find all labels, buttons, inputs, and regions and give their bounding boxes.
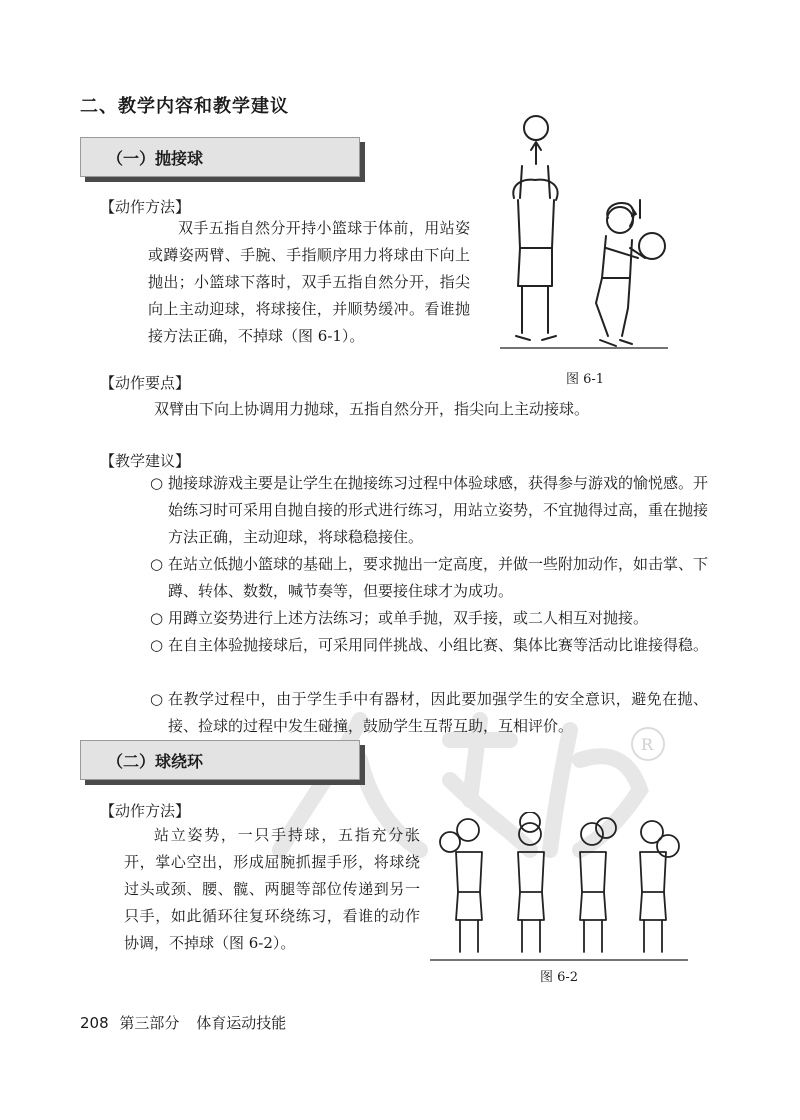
figure-6-1-caption: 图 6-1	[566, 372, 605, 387]
subsection-title: （一）抛接球	[107, 148, 204, 168]
bullet-marker: ○	[150, 690, 164, 708]
page-number: 208	[80, 1014, 109, 1032]
figure-6-1-illustration	[480, 108, 680, 358]
suggestion-item	[150, 632, 708, 659]
suggestion-text: 在站立低抛小篮球的基础上，要求抛出一定高度，并做一些附加动作，如击掌、下蹲、转体、数数，喊节奏等，但要接住球才为成功。	[168, 555, 709, 600]
teaching-suggestions-label: 【教学建议】	[100, 452, 191, 470]
ball	[596, 818, 616, 838]
figure-6-2-illustration	[428, 812, 690, 968]
figure-6-2-caption: 图 6-2	[540, 970, 579, 985]
subsection-title: （二）球绕环	[107, 751, 204, 771]
suggestion-item	[150, 686, 708, 740]
ball	[520, 812, 540, 832]
ball-thrown	[524, 116, 548, 140]
footer-chapter: 体育运动技能	[196, 1014, 287, 1032]
suggestion-text: 用蹲立姿势进行上述方法练习；或单手抛，双手接，或二人相互对抛接。	[168, 609, 649, 627]
page-footer	[80, 1012, 286, 1033]
ball-falling	[639, 233, 665, 259]
suggestion-item	[150, 605, 708, 632]
bullet-marker: ○	[150, 555, 164, 573]
ball	[657, 835, 679, 857]
bullet-marker: ○	[150, 474, 164, 492]
subsection-header-ball-circling	[80, 740, 360, 780]
key-points-paragraph: 双臂由下向上协调用力抛球，五指自然分开，指尖向上主动接球。	[154, 400, 590, 418]
key-points-label: 【动作要点】	[100, 374, 191, 392]
bullet-marker: ○	[150, 609, 164, 627]
method-label: 【动作方法】	[100, 198, 191, 216]
suggestion-item	[150, 470, 708, 551]
suggestion-item	[150, 551, 708, 605]
svg-text:R: R	[641, 735, 654, 754]
suggestion-text: 在自主体验抛接球后，可采用同伴挑战、小组比赛、集体比赛等活动比谁接得稳。	[168, 636, 709, 654]
section-title: 二、教学内容和教学建议	[80, 96, 289, 117]
bullet-marker: ○	[150, 636, 164, 654]
footer-part: 第三部分	[119, 1014, 180, 1032]
suggestion-text: 在教学过程中，由于学生手中有器材，因此要加强学生的安全意识，避免在抛、接、捡球的过程中发生碰撞，鼓励学生互帮互助，互相评价。	[168, 690, 708, 735]
suggestion-text: 抛接球游戏主要是让学生在抛接练习过程中体验球感，获得参与游戏的愉悦感。开始练习时可采用自抛自接的形式进行练习，用站立姿势，不宜抛得过高，重在抛接方法正确，主动迎球，将球稳稳接住。	[168, 474, 709, 546]
method-paragraph: 双手五指自然分开持小篮球于体前，用站姿或蹲姿两臂、手腕、手指顺序用力将球由下向上抛出；小篮球下落时，双手五指自然分开，指尖向上主动迎球，将球接住，并顺势缓冲。看谁抛接方法正确，不掉球（图 6-1）。	[148, 219, 470, 345]
subsection-header-catch-ball	[80, 137, 360, 177]
ball	[440, 832, 460, 852]
method-label: 【动作方法】	[100, 802, 191, 820]
method-paragraph: 站立姿势，一只手持球，五指充分张开，掌心空出，形成屈腕抓握手形，将球绕过头或颈、腰、髋、两腿等部位传递到另一只手，如此循环往复环绕练习，看谁的动作协调，不掉球（图 6-2）。	[124, 826, 420, 952]
